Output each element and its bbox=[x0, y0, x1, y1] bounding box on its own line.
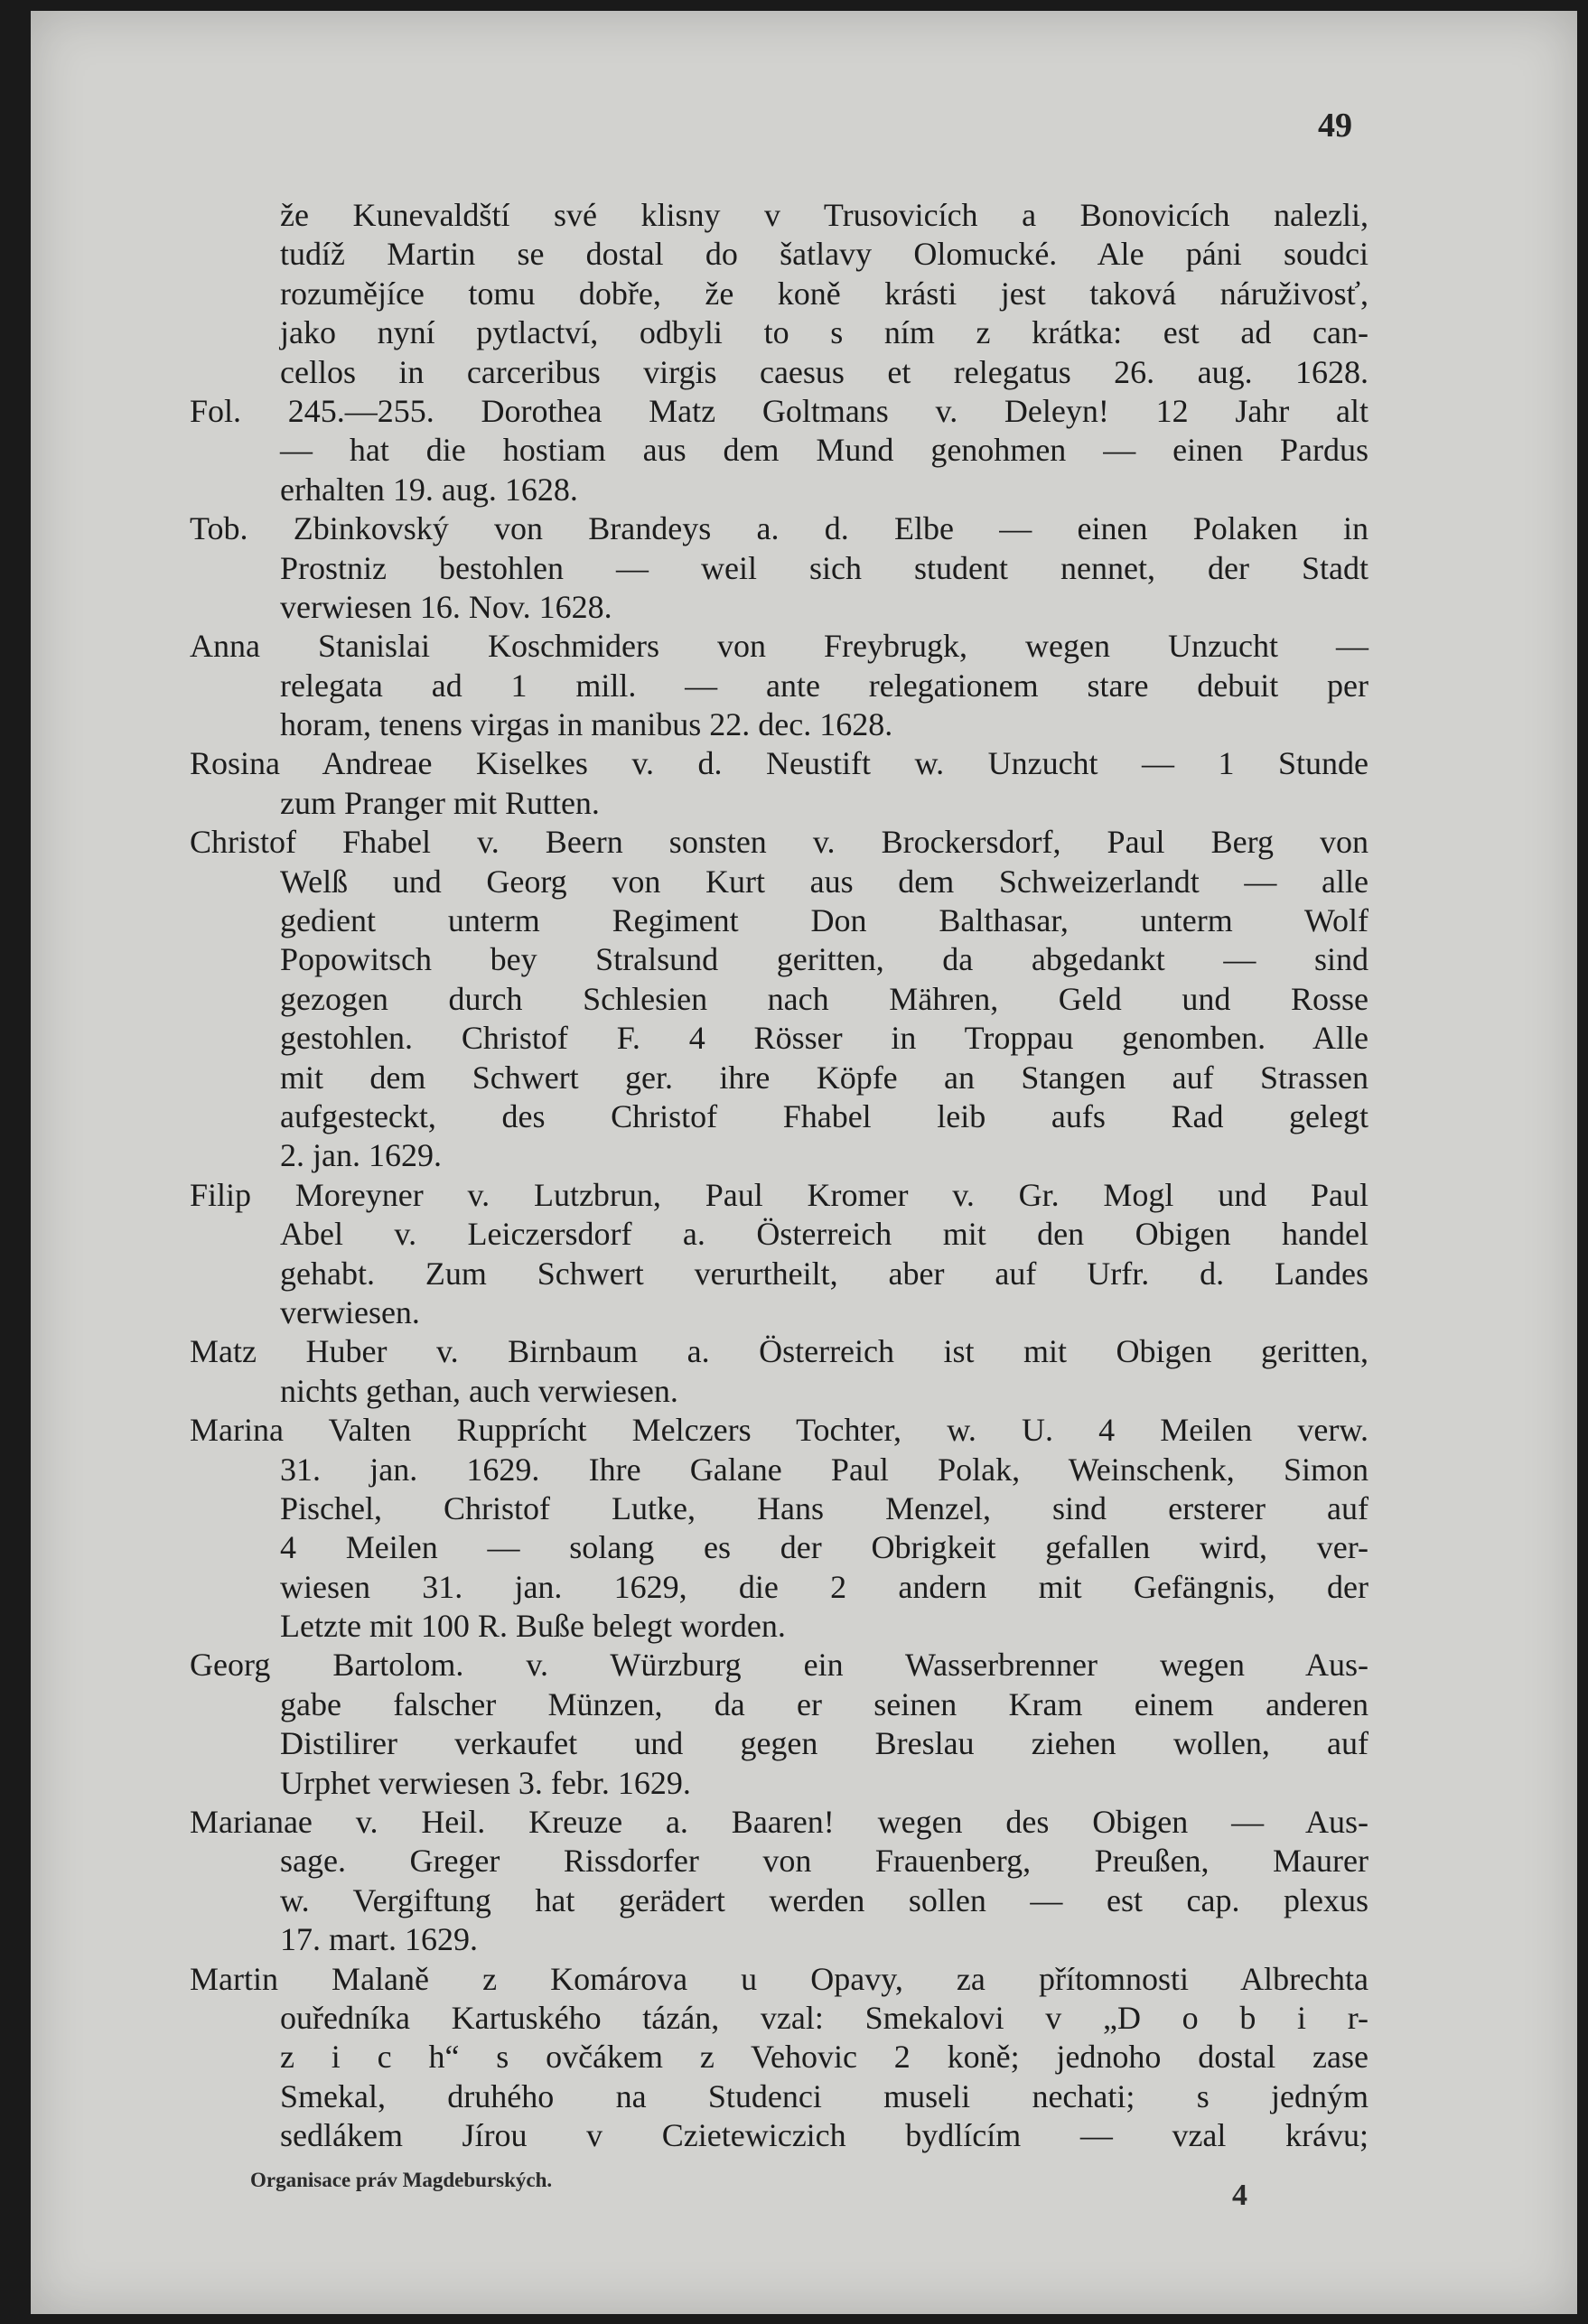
page-number: 49 bbox=[1318, 107, 1352, 145]
text-line: jako nyní pytlactví, odbyli to s ním z krátka: est ad can- bbox=[280, 314, 1368, 351]
text-line: Marianae v. Heil. Kreuze a. Baaren! wegen des Obigen — Aus- bbox=[190, 1804, 1368, 1841]
text-line: Pischel, Christof Lutke, Hans Menzel, sind ersterer auf bbox=[280, 1489, 1368, 1526]
text-line: Rosina Andreae Kiselkes v. d. Neustift w. Unzucht — 1 Stunde bbox=[190, 745, 1368, 782]
text-line: tudíž Martin se dostal do šatlavy Olomucké. Ale páni soudci bbox=[280, 236, 1368, 273]
text-line: sage. Greger Rissdorfer von Frauenberg, Preußen, Maurer bbox=[280, 1843, 1368, 1880]
text-line: Tob. Zbinkovský von Brandeys a. d. Elbe — einen Polaken in bbox=[190, 510, 1368, 547]
text-line: nichts gethan, auch verwiesen. bbox=[280, 1372, 678, 1409]
text-line: Welß und Georg von Kurt aus dem Schweizerlandt — alle bbox=[280, 863, 1368, 900]
footer-signature-mark: 4 bbox=[1232, 2179, 1247, 2212]
text-line: Letzte mit 100 R. Buße belegt worden. bbox=[280, 1608, 786, 1645]
text-line: z i c h“ s ovčákem z Vehovic 2 koně; jednoho dostal zase bbox=[280, 2039, 1368, 2076]
text-line: že Kunevaldští své klisny v Trusovicích a Bonovicích nalezli, bbox=[280, 197, 1368, 233]
text-line: gehabt. Zum Schwert verurtheilt, aber auf Urfr. d. Landes bbox=[280, 1255, 1368, 1292]
text-line: horam, tenens virgas in manibus 22. dec. 1628. bbox=[280, 706, 893, 743]
text-line: gezogen durch Schlesien nach Mähren, Geld und Rosse bbox=[280, 980, 1368, 1017]
body-text bbox=[190, 196, 1368, 2156]
text-line: Prostniz bestohlen — weil sich student nennet, der Stadt bbox=[280, 549, 1368, 586]
text-line: gabe falscher Münzen, da er seinen Kram einem anderen bbox=[280, 1685, 1368, 1722]
text-line: w. Vergiftung hat gerädert werden sollen — est cap. plexus bbox=[280, 1881, 1368, 1918]
footer-title: Organisace práv Magdeburských. bbox=[250, 2169, 553, 2191]
text-line: cellos in carceribus virgis caesus et relegatus 26. aug. 1628. bbox=[280, 353, 1368, 390]
text-line: Abel v. Leiczersdorf a. Österreich mit den Obigen handel bbox=[280, 1216, 1368, 1253]
text-line: wiesen 31. jan. 1629, die 2 andern mit Gefängnis, der bbox=[280, 1568, 1368, 1605]
text-line: ouředníka Kartuského tázán, vzal: Smekalovi v „D o b i r- bbox=[280, 1999, 1368, 2036]
text-line: Distilirer verkaufet und gegen Breslau ziehen wollen, auf bbox=[280, 1725, 1368, 1762]
text-line: 2. jan. 1629. bbox=[280, 1137, 442, 1174]
text-line: relegata ad 1 mill. — ante relegationem stare debuit per bbox=[280, 667, 1368, 704]
text-line: Smekal, druhého na Studenci museli nechati; s jedným bbox=[280, 2077, 1368, 2114]
text-line: gedient unterm Regiment Don Balthasar, unterm Wolf bbox=[280, 902, 1368, 939]
text-line: sedlákem Jírou v Czietewiczich bydlícím — vzal krávu; bbox=[280, 2117, 1368, 2154]
text-line: Filip Moreyner v. Lutzbrun, Paul Kromer v. Gr. Mogl und Paul bbox=[190, 1176, 1368, 1213]
text-line: Christof Fhabel v. Beern sonsten v. Brockersdorf, Paul Berg von bbox=[190, 824, 1368, 861]
text-line: verwiesen. bbox=[280, 1293, 420, 1330]
text-line: Matz Huber v. Birnbaum a. Österreich ist mit Obigen geritten, bbox=[190, 1333, 1368, 1370]
text-line: 17. mart. 1629. bbox=[280, 1921, 478, 1958]
text-line: Georg Bartolom. v. Würzburg ein Wasserbrenner wegen Aus- bbox=[190, 1647, 1368, 1684]
text-line: Marina Valten Rupprícht Melczers Tochter, w. U. 4 Meilen verw. bbox=[190, 1412, 1368, 1449]
text-line: 31. jan. 1629. Ihre Galane Paul Polak, Weinschenk, Simon bbox=[280, 1451, 1368, 1488]
text-line: mit dem Schwert ger. ihre Köpfe an Stangen auf Strassen bbox=[280, 1059, 1368, 1096]
text-line: Martin Malaně z Komárova u Opavy, za přítomnosti Albrechta bbox=[190, 1960, 1368, 1997]
text-line: — hat die hostiam aus dem Mund genohmen — einen Pardus bbox=[280, 432, 1368, 469]
document-page bbox=[31, 11, 1577, 2314]
text-line: aufgesteckt, des Christof Fhabel leib aufs Rad gelegt bbox=[280, 1097, 1368, 1134]
text-line: Urphet verwiesen 3. febr. 1629. bbox=[280, 1764, 691, 1801]
text-line: gestohlen. Christof F. 4 Rösser in Troppau genomben. Alle bbox=[280, 1020, 1368, 1057]
text-line: Popowitsch bey Stralsund geritten, da abgedankt — sind bbox=[280, 941, 1368, 978]
text-line: erhalten 19. aug. 1628. bbox=[280, 471, 578, 508]
text-line: Anna Stanislai Koschmiders von Freybrugk, wegen Unzucht — bbox=[190, 628, 1368, 665]
text-line: Fol. 245.—255. Dorothea Matz Goltmans v. Deleyn! 12 Jahr alt bbox=[190, 392, 1368, 429]
text-line: zum Pranger mit Rutten. bbox=[280, 784, 600, 821]
text-line: 4 Meilen — solang es der Obrigkeit gefallen wird, ver- bbox=[280, 1529, 1368, 1566]
text-line: rozumějíce tomu dobře, že koně krásti jest taková náruživosť, bbox=[280, 275, 1368, 312]
text-line: verwiesen 16. Nov. 1628. bbox=[280, 588, 612, 625]
